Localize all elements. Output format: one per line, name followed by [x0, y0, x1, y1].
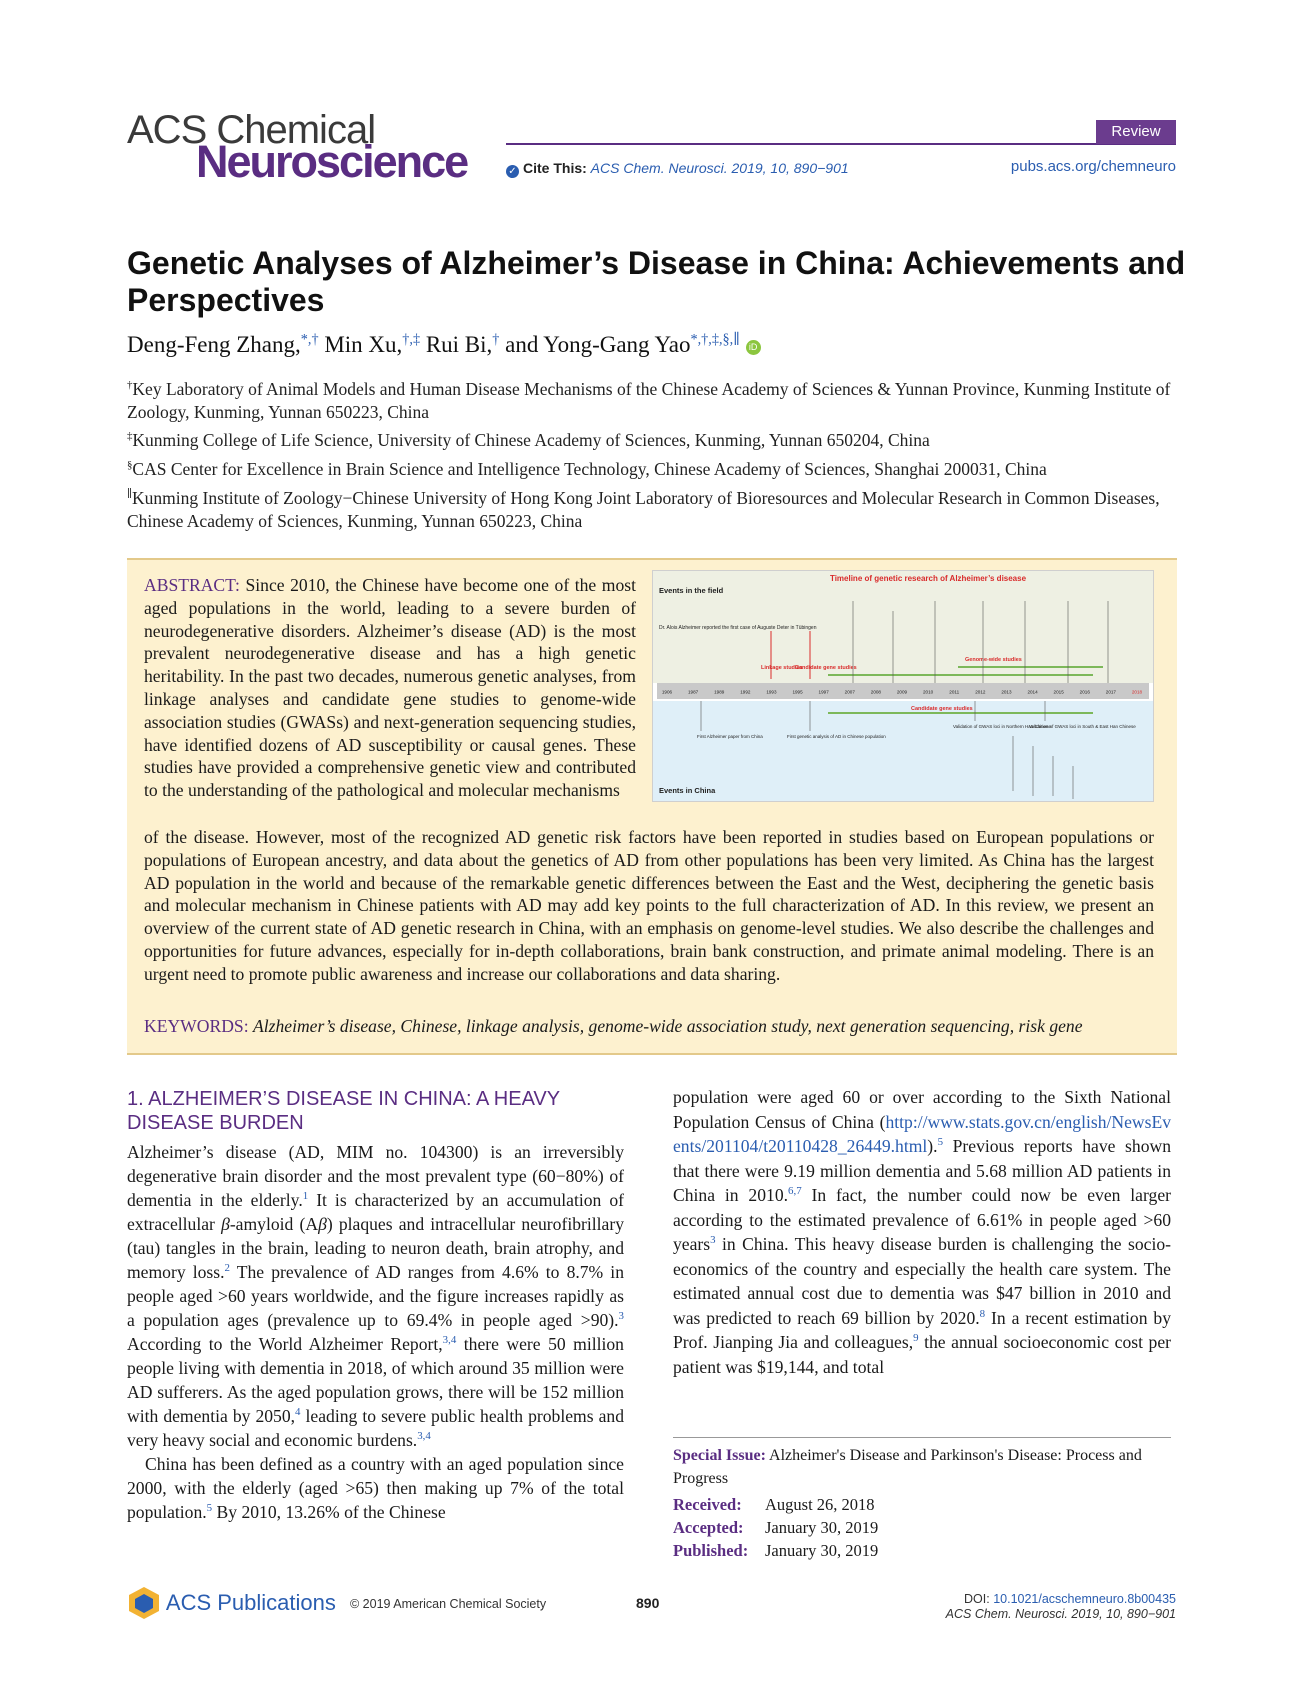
abstract-text-left: Since 2010, the Chinese have become one of the most aged populations in the world, leading to a severe burden of neurodegenerative disorders. Alzheimer’s disease (AD) is the most prevalent neurodegenerative disease and has a high genetic heritability. In the past two decades, numerous genetic analyses, from linkage analyses and candidate gene studies to genome-wide association studies (GWASs) and next-generation sequencing studies, have identified dozens of AD susceptibility or causal genes. These studies have provided a comprehensive genetic view and contributed to the understanding of the pathological and molecular mechanisms — [144, 575, 636, 801]
page-number: 890 — [636, 1595, 660, 1611]
journal-logo-line1: ACS Chemical — [127, 108, 376, 152]
citation-ref[interactable]: 2 — [224, 1262, 230, 1275]
cite-reference[interactable]: ACS Chem. Neurosci. 2019, 10, 890−901 — [590, 160, 849, 176]
toc-genome-label: Genome-wide studies — [965, 657, 1022, 663]
author-marks: *,†,‡,§,∥ — [690, 331, 740, 348]
body-column-left — [127, 1140, 624, 1524]
header-rule — [506, 143, 1176, 145]
section-heading — [127, 1087, 637, 1135]
toc-year-label: 2009 — [896, 689, 908, 695]
toc-china-event: Validation of GWAS loci in South & East Han Chinese — [1029, 724, 1136, 729]
greek-symbol: β — [318, 1214, 327, 1234]
accepted-date: Accepted: January 30, 2019 — [673, 1518, 879, 1537]
abstract-text — [144, 574, 636, 802]
cite-label: Cite This: — [523, 160, 587, 176]
article-type-badge: Review — [1096, 120, 1176, 144]
citation-ref[interactable]: 3 — [618, 1310, 624, 1323]
received-date: Received: August 26, 2018 — [673, 1495, 875, 1514]
toc-year-label: 2016 — [1079, 689, 1090, 695]
publisher-logo[interactable] — [127, 1586, 336, 1620]
doi-block — [946, 1592, 1176, 1622]
toc-year-label: 2010 — [922, 689, 934, 695]
keywords — [144, 1015, 1159, 1037]
toc-alzheimer-note: Dr. Alois Alzheimer reported the first case of Auguste Deter in Tübingen — [659, 625, 817, 631]
copyright: © 2019 American Chemical Society — [350, 1597, 547, 1611]
special-issue-label: Special Issue: — [673, 1447, 766, 1464]
toc-year-label: 2015 — [1053, 689, 1064, 695]
footer-citation: ACS Chem. Neurosci. 2019, 10, 890−901 — [945, 1607, 1176, 1621]
citation-ref[interactable]: 6,7 — [788, 1185, 802, 1198]
special-issue-text[interactable]: Alzheimer's Disease and Parkinson's Disease: Process and Progress — [673, 1447, 1142, 1487]
toc-china-event: First Alzheimer paper from China — [697, 734, 763, 739]
citation-ref[interactable]: 8 — [979, 1307, 986, 1320]
author-name[interactable]: and Yong-Gang Yao — [505, 332, 691, 357]
paragraph: Alzheimer’s disease (AD, MIM no. 104300) is an irreversibly degenerative brain disorder and the most prevalent type (60−80%) of dementia in the elderly.$^1$ It is characterized by an accumulation of extracellular β-amyloid (Aβ) plaques and intracellular neurofibrillary (tau) tangles in the brain, leading to neuron death, brain atrophy, and memory loss.$^2$ The prevalence of AD ranges from 4.6% to 8.7% in people aged >60 years worldwide, and the figure increases rapidly as a population ages (prevalence up to 69.4% in people aged >90).$^3$ According to the World Alzheimer Report,$^{3,4}$ there were 50 million people living with dementia in 2018, of which around 35 million were AD sufferers. As the aged population grows, there will be 152 million with dementia by 2050,$^4$ leading to severe public health problems and very heavy social and economic burdens.$^{3,4}$ — [127, 1142, 624, 1450]
toc-year-label: 2013 — [1001, 689, 1012, 695]
citation-ref[interactable]: 3,4 — [442, 1334, 457, 1347]
article-title: Genetic Analyses of Alzheimer’s Disease in China: Achievements and Perspectives — [127, 245, 1186, 318]
doi-label: DOI: — [964, 1592, 990, 1606]
affiliation: §CAS Center for Excellence in Brain Science and Intelligence Technology, Chinese Academy of Sciences, Shanghai 200031, China — [127, 459, 1047, 479]
toc-year-label: 2014 — [1027, 689, 1038, 695]
toc-title: Timeline of genetic research of Alzheimer’s disease — [829, 574, 1027, 583]
author-marks: † — [492, 331, 500, 348]
toc-year-label: 2007 — [844, 689, 855, 695]
notes-divider — [673, 1437, 1171, 1438]
affiliation: ‡Kunming College of Life Science, University of Chinese Academy of Sciences, Kunming, Yunnan 650204, China — [127, 430, 930, 450]
author-name[interactable]: Min Xu, — [324, 332, 403, 357]
toc-linkage-label: Linkage studies — [761, 665, 803, 671]
author-name[interactable]: Rui Bi, — [425, 332, 493, 357]
toc-year-label: 2008 — [870, 689, 882, 695]
toc-china-label: Events in China — [659, 786, 716, 795]
author-marks: *,† — [300, 331, 319, 348]
special-issue-note — [673, 1444, 1171, 1490]
journal-logo-line2: Neuroscience — [196, 136, 468, 187]
toc-graphic[interactable] — [652, 570, 1154, 802]
keywords-label: KEYWORDS: — [144, 1016, 249, 1036]
toc-candidate-label: Candidate gene studies — [795, 665, 857, 671]
publisher-name: ACS Publications — [165, 1590, 336, 1615]
abstract-text-continued: of the disease. However, most of the recognized AD genetic risk factors have been reported in studies based on European populations or populations of European ancestry, and data about the genetics of AD from other populations has been very limited. As China has the largest AD population in the world and because of the remarkable genetic differences between the East and the West, deciphering the genetic basis and molecular mechanism in Chinese patients with AD may add key points to the full characterization of AD. In this review, we present an overview of the current state of AD genetic research in China, with an emphasis on genome-level studies. We also describe the challenges and opportunities for future advances, especially for in-depth collaborations, brain bank construction, and primate animal modeling. There is an urgent need to promote public awareness and increase our collaborations and data sharing. — [144, 827, 1154, 984]
author-name[interactable]: Deng-Feng Zhang, — [127, 332, 301, 357]
toc-year-label: 1906 — [661, 689, 673, 695]
toc-year-label: 2017 — [1105, 689, 1117, 695]
body-column-right: population were aged 60 or over according to the Sixth National Population Census of China (http://www.stats.gov.cn/english/NewsEvents/201104/t20110428_26449.html).$^5$ Previous reports have shown that there were 9.19 million dementia and 5.68 million AD patients in China in 2010.$^{6,7}$ In fact, the number could now be even larger according to the estimated prevalence of 6.61% in people aged >60 years$^3$ in China. This heavy disease burden is challenging the socio-economics of the country and especially the health care system. The estimated annual cost due to dementia was $47 billion in 2010 and was predicted to reach 69 billion by 2020.$^8$ In a recent estimation by Prof. Jianping Jia and colleagues,$^9$ the annual socioeconomic cost per patient was $19,144, and total — [673, 1087, 1172, 1377]
citation-ref[interactable]: 3,4 — [417, 1430, 431, 1443]
toc-year-label: 1992 — [740, 689, 751, 695]
author-list — [127, 332, 761, 358]
toc-field-label: Events in the field — [659, 586, 724, 595]
toc-china-event: Validation of GWAS loci in Northern Han Chinese — [953, 724, 1052, 729]
toc-year-label: 1993 — [766, 689, 777, 695]
toc-year-label: 2012 — [975, 689, 986, 695]
greek-symbol: β — [221, 1214, 230, 1234]
toc-year-label: 2011 — [949, 689, 960, 695]
citation-ref[interactable]: 1 — [302, 1190, 309, 1203]
citation-ref[interactable]: 5 — [937, 1136, 944, 1149]
author-marks: †,‡ — [402, 331, 421, 348]
section-number: 1. — [127, 1088, 144, 1110]
cite-this[interactable] — [506, 160, 849, 178]
published-date: Published: January 30, 2019 — [673, 1541, 879, 1560]
toc-china-event: First genetic analysis of AD in Chinese population — [787, 734, 886, 739]
toc-candidate-bar-label: Candidate gene studies — [911, 706, 973, 712]
toc-year-label: 1987 — [687, 689, 699, 695]
orcid-icon[interactable]: iD — [746, 340, 761, 355]
check-icon: ✓ — [506, 165, 519, 178]
acs-hexagon-icon — [127, 1586, 161, 1620]
citation-ref[interactable]: 5 — [206, 1502, 213, 1515]
journal-url-link[interactable]: pubs.acs.org/chemneuro — [1010, 158, 1176, 175]
toc-year-label: 1989 — [714, 689, 725, 695]
toc-year-label: 1997 — [818, 689, 829, 695]
citation-ref[interactable]: 4 — [295, 1406, 301, 1419]
toc-year-label: 1995 — [792, 689, 803, 695]
url-link[interactable]: http://www.stats.gov.cn/english/NewsEvents/201104/t20110428_26449.html — [673, 1111, 1171, 1156]
citation-ref[interactable]: 3 — [710, 1234, 716, 1247]
doi-link[interactable]: 10.1021/acschemneuro.8b00435 — [993, 1592, 1176, 1606]
affiliation: †Key Laboratory of Animal Models and Human Disease Mechanisms of the Chinese Academy of Sciences & Yunnan Province, Kunming Institute of Zoology, Kunming, Yunnan 650223, China — [127, 379, 1171, 422]
section-title: ALZHEIMER’S DISEASE IN CHINA: A HEAVY DISEASE BURDEN — [127, 1088, 560, 1134]
paragraph: China has been defined as a country with an aged population since 2000, with the elderly (aged >65) then making up 7% of the total population.$^5$ By 2010, 13.26% of the Chinese — [127, 1454, 624, 1522]
citation-ref[interactable]: 9 — [913, 1332, 919, 1345]
toc-year-label: 2018 — [1131, 689, 1143, 695]
keywords-text: Alzheimer’s disease, Chinese, linkage analysis, genome-wide association study, next generation sequencing, risk gene — [253, 1016, 1083, 1036]
affiliation: ∥Kunming Institute of Zoology−Chinese University of Hong Kong Joint Laboratory of Bioresources and Molecular Research in Common Diseases, Chinese Academy of Sciences, Kunming, Yunnan 650223, China — [127, 488, 1160, 531]
abstract-label: ABSTRACT: — [144, 575, 240, 595]
